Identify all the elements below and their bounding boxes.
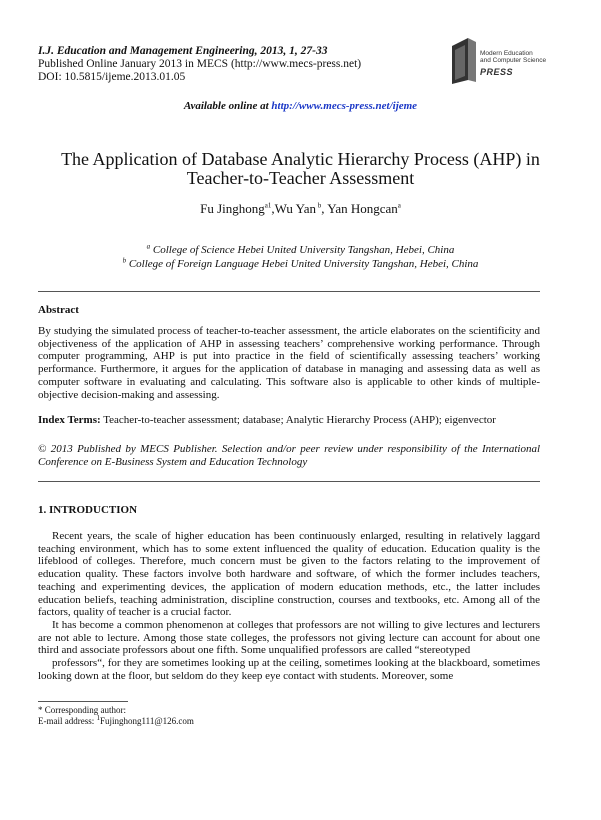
journal-volume: 2013, 1, 27-33 [257,45,328,57]
bottom-divider [38,481,540,482]
journal-link[interactable]: http://www.mecs-press.net/ijeme [271,100,418,112]
footnote-email: E-mail address: $^1$Fujinghong111@126.com [38,714,194,726]
available-online: Available online at http://www.mecs-press.net/ijeme [183,100,418,112]
logo-text: Modern Education and Computer Science [480,50,547,64]
intro-paragraph-1: Recent years, the scale of higher education has been continuously enlarged, resulting in relatively laggard teaching environment, which has to some extent influenced the quality of education. Education quality is the lifeblood of colleges. Therefore, much concern must be given to the factors relating to the improvement of education quality. These factors involve both hardware and software, of which the former includes teachers, teaching and experimenting devices, the application of modern education methods, etc., the latter includes education beliefs, teaching administration, discipline construction, courses and textbooks, etc. Among all of the factors, quality of teacher is a crucial factor. [38,530,540,619]
journal-title: I.J. Education and Management Engineering, [38,45,258,57]
index-terms: Index Terms: Teacher-to-teacher assessment; database; Analytic Hierarchy Process (AHP); eigenvector [38,414,496,426]
top-divider [38,291,540,292]
abstract-text: By studying the simulated process of teacher-to-teacher assessment, the article elaborates on the scientificity and objectiveness of the application of AHP in assessing teachers’ comprehensive working performance. Through computer programming, AHP is put into practice in the field of scientifically assessing teachers’ working performance. Furthermore, it argues for the application of database in managing and assessing data as well as computer software in evaluating and calculating. This software also is applicable to other kinds of multiple-objective decision-making and assessing. [38,325,540,401]
affiliation-b: $^b$ College of Foreign Language Hebei United University Tangshan, Hebei, China [122,256,479,270]
footnote [38,705,194,727]
publisher-logo [450,36,570,88]
affiliation-a: $^a$ College of Science Hebei United University Tangshan, Hebei, China [146,242,455,256]
paper-title: The Application of Database Analytic Hierarchy Process (AHP) in Teacher-to-Teacher Assessment [61,149,540,188]
abstract-heading: Abstract [38,304,79,316]
book-logo-icon [450,36,480,86]
journal-header [38,45,361,84]
intro-paragraph-2-cont: professors“, for they are sometimes looking up at the ceiling, sometimes looking at the blackboard, sometimes looking down at the floor, but seldom do they keep eye contact with students. Moreover, some [38,657,540,682]
affiliations [0,243,601,271]
footnote-rule [38,701,128,702]
authors: Fu Jinghong$^{a1}$,Wu Yan $^b$, Yan Hongcan$^a$ [200,201,401,216]
intro-paragraph-2: It has become a common phenomenon at colleges that professors are not willing to give lectures and lecturers are not able to lecture. Among those state colleges, the professors not giving lecture can account for about one third and associate professors about one fifth. Some unqualified professors are called “stereotyped [38,619,540,657]
logo-press: PRESS [480,67,514,77]
footnote-corresponding: * Corresponding author: [38,705,126,715]
doi-line: DOI: 10.5815/ijeme.2013.01.05 [38,71,186,83]
published-line: Published Online January 2013 in MECS (http://www.mecs-press.net) [38,58,362,70]
copyright-notice: © 2013 Published by MECS Publisher. Selection and/or peer review under responsibility of the International Conference on E-Business System and Education Technology [38,443,540,468]
intro-heading: 1. INTRODUCTION [38,504,138,516]
